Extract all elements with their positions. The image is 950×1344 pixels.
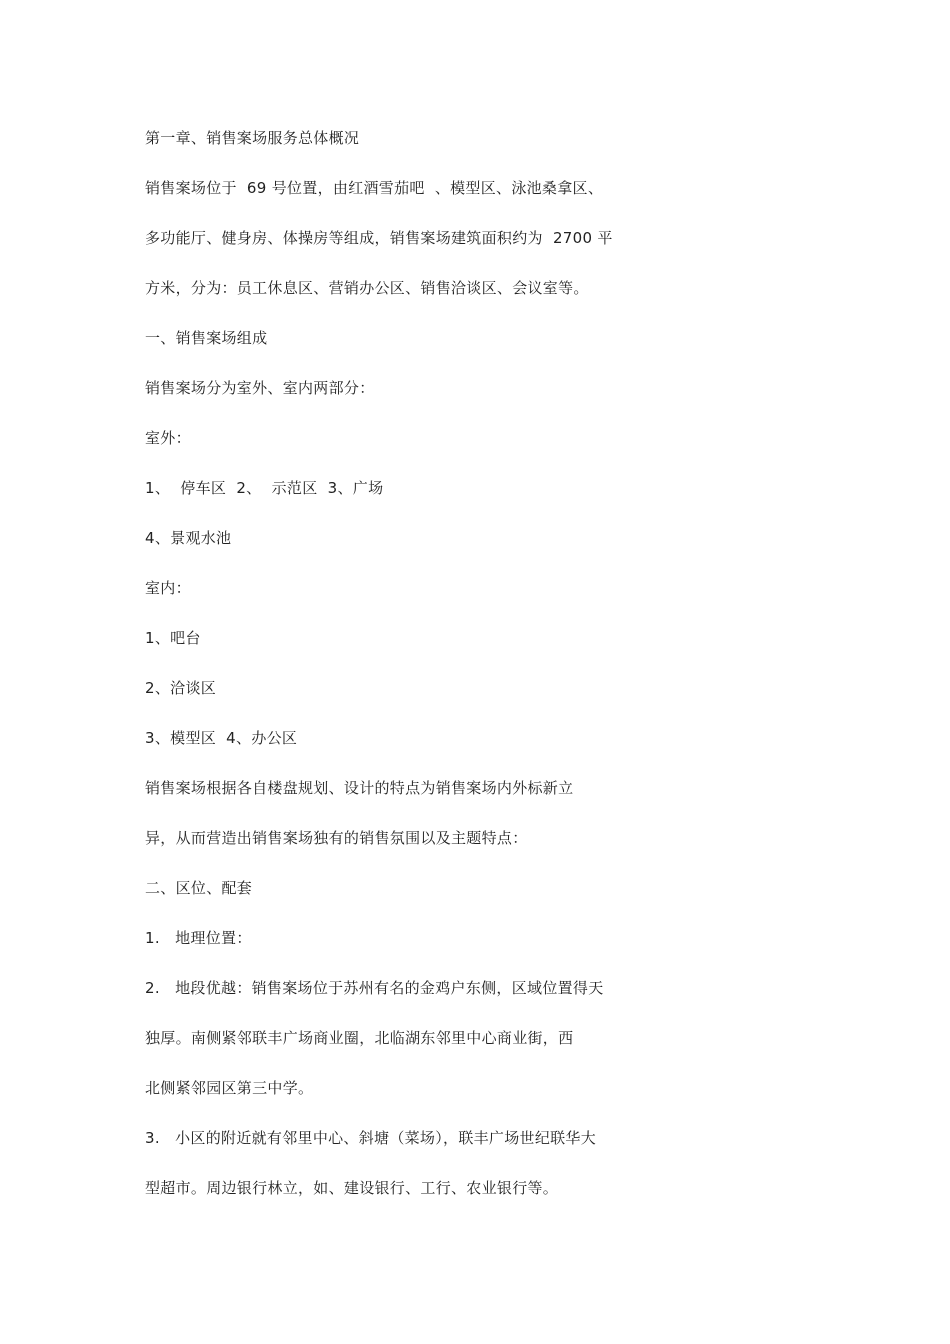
list-item: 4、景观水池 [145, 529, 232, 547]
list-item: 1、吧台 [145, 629, 201, 647]
paragraph-line: 销售案场分为室外、室内两部分： [145, 379, 375, 397]
paragraph-line: 多功能厅、健身房、体操房等组成，销售案场建筑面积约为 2700 平 [145, 229, 613, 247]
section-heading: 一、销售案场组成 [145, 329, 268, 347]
list-item: 2、洽谈区 [145, 679, 217, 697]
paragraph-line: 销售案场根据各自楼盘规划、设计的特点为销售案场内外标新立 [145, 779, 574, 797]
list-item: 2. 地段优越：销售案场位于苏州有名的金鸡户东侧，区域位置得天 [145, 979, 604, 997]
chapter-title: 第一章、销售案场服务总体概况 [145, 129, 360, 147]
section-heading: 二、区位、配套 [145, 879, 253, 897]
paragraph-line: 方米，分为：员工休息区、营销办公区、销售洽谈区、会议室等。 [145, 279, 589, 297]
paragraph-line: 异，从而营造出销售案场独有的销售氛围以及主题特点： [145, 829, 528, 847]
paragraph-line: 独厚。南侧紧邻联丰广场商业圈，北临湖东邻里中心商业街，西 [145, 1029, 574, 1047]
paragraph-line: 销售案场位于 69 号位置，由红酒雪茄吧 、模型区、泳池桑拿区、 [145, 179, 604, 197]
list-item: 1. 地理位置： [145, 929, 252, 947]
list-item: 3、模型区 4、办公区 [145, 729, 298, 747]
paragraph-line: 型超市。周边银行林立，如、建设银行、工行、农业银行等。 [145, 1179, 559, 1197]
list-item: 1、 停车区 2、 示范区 3、广场 [145, 479, 384, 497]
list-item: 3. 小区的附近就有邻里中心、斜塘（菜场），联丰广场世纪联华大 [145, 1129, 597, 1147]
paragraph-line: 北侧紧邻园区第三中学。 [145, 1079, 314, 1097]
subheading-outdoor: 室外： [145, 429, 191, 447]
subheading-indoor: 室内： [145, 579, 191, 597]
